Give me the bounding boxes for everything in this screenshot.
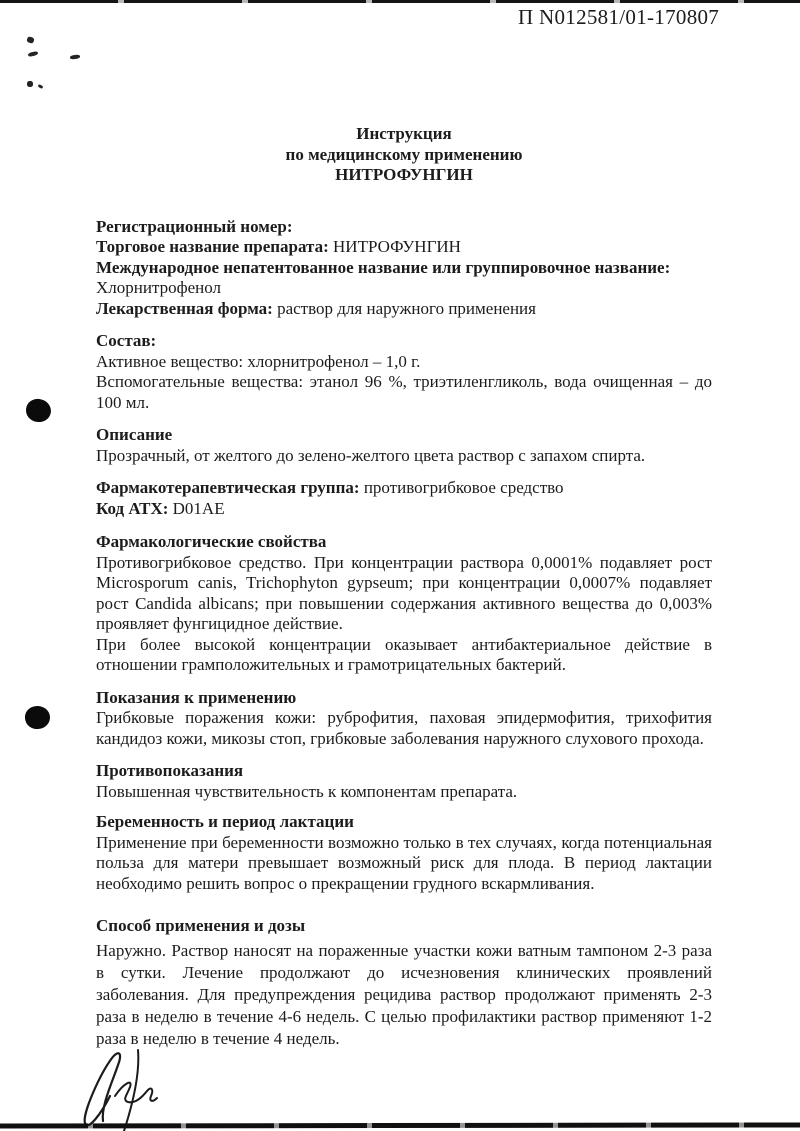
trade-name-value: НИТРОФУНГИН: [328, 237, 461, 256]
title-line-1: Инструкция: [356, 124, 452, 143]
scan-edge-bottom: [0, 1122, 800, 1128]
section-dosage-administration: [96, 916, 712, 1050]
inn-label-line: [96, 258, 712, 279]
pharm-properties-paragraph-2: При более высокой концентрации оказывает антибактериальное действие в отношении грамположительных и грамотрицательных бактерий.: [96, 634, 712, 674]
section-composition: [96, 331, 712, 413]
hole-punch-mark: [24, 705, 51, 730]
atc-code-value: D01AE: [168, 498, 225, 518]
dosage-form-value: раствор для наружного применения: [272, 298, 536, 318]
pregnancy-body: Применение при беременности возможно только в тех случаях, когда потенциальная польза для матери превышает возможный риск для плода. В период лактации необходимо решить вопрос о прекращении грудного вскармливания.: [96, 832, 712, 893]
section-pharm-properties: [96, 532, 712, 676]
section-heading: Показания к применению: [96, 687, 297, 707]
trade-name-line: [96, 237, 712, 258]
section-description: [96, 425, 712, 466]
dosage-form-line: [96, 299, 712, 320]
inn-value-line: Хлорнитрофенол: [96, 278, 222, 297]
registration-number-label: [96, 217, 712, 238]
ink-speck: [26, 36, 35, 44]
hole-punch-mark: [25, 397, 53, 423]
title-line-3-drug-name: НИТРОФУНГИН: [335, 165, 473, 184]
drug-meta-block: [96, 217, 712, 320]
composition-active-substance: Активное вещество: хлорнитрофенол – 1,0 г.: [96, 351, 421, 371]
pharm-group-label: Фармакотерапевтическая группа:: [96, 478, 360, 497]
section-heading: Противопоказания: [96, 761, 244, 780]
contraindications-body: Повышенная чувствительность к компонентам препарата.: [96, 781, 518, 801]
ink-speck: [28, 51, 39, 57]
ink-speck: [38, 84, 44, 89]
atc-code-line: [96, 499, 712, 520]
document-title: [96, 124, 712, 186]
section-heading: Состав:: [96, 331, 157, 350]
description-body: Прозрачный, от желтого до зелено-желтого цвета раствор с запахом спирта.: [96, 445, 646, 465]
section-indications: [96, 688, 712, 750]
handwritten-signature: [66, 1036, 186, 1131]
section-heading: Способ применения и дозы: [96, 916, 306, 935]
section-pregnancy-lactation: [96, 812, 712, 894]
ink-speck: [70, 54, 80, 59]
composition-excipients: Вспомогательные вещества: этанол 96 %, триэтиленгликоль, вода очищенная – до 100 мл.: [96, 372, 712, 412]
ink-speck: [27, 81, 33, 87]
title-line-2: по медицинскому применению: [285, 144, 523, 164]
registration-number-label-text: Регистрационный номер:: [96, 216, 293, 236]
dosage-body: Наружно. Раствор наносят на пораженные участки кожи ватным тампоном 2-3 раза в сутки. Лечение продолжают до исчезновения клинических проявлений заболевания. Для предупреждения рецидива раствор продолжают применять 2-3 раза в неделю в течение 4-6 недель. С целью профилактики раствор применяют 1-2 раза в неделю в течение 4 недель.: [96, 940, 712, 1048]
section-contraindications: [96, 761, 712, 802]
pharm-group-value: противогрибковое средство: [359, 478, 564, 497]
pharm-group-line: [96, 478, 712, 499]
section-pharm-group: [96, 478, 712, 519]
dosage-form-label: Лекарственная форма:: [96, 298, 273, 318]
indications-body: Грибковые поражения кожи: руброфития, паховая эпидермофития, трихофития кандидоз кожи, микозы стоп, грибковые заболевания наружного слухового прохода.: [96, 708, 712, 748]
inn-label: Международное непатентованное название или группировочное название:: [96, 257, 671, 277]
pharm-properties-paragraph-1: Противогрибковое средство. При концентрации раствора 0,0001% подавляет рост Microsporum canis, Trichophyton gypseum; при концентрации 0,0007% подавляет рост Candida albicans; при повышении содержания активного вещества до 0,003% проявляет фунгицидное действие.: [96, 552, 712, 633]
atc-code-label: Код АТХ:: [96, 498, 169, 518]
trade-name-label: Торговое название препарата:: [96, 237, 329, 256]
section-heading: Беременность и период лактации: [96, 812, 354, 831]
section-heading: Фармакологические свойства: [96, 532, 327, 551]
section-heading: Описание: [96, 425, 173, 444]
document-text-column: [96, 0, 712, 1050]
registration-number-header: П N012581/01-170807: [518, 5, 720, 29]
